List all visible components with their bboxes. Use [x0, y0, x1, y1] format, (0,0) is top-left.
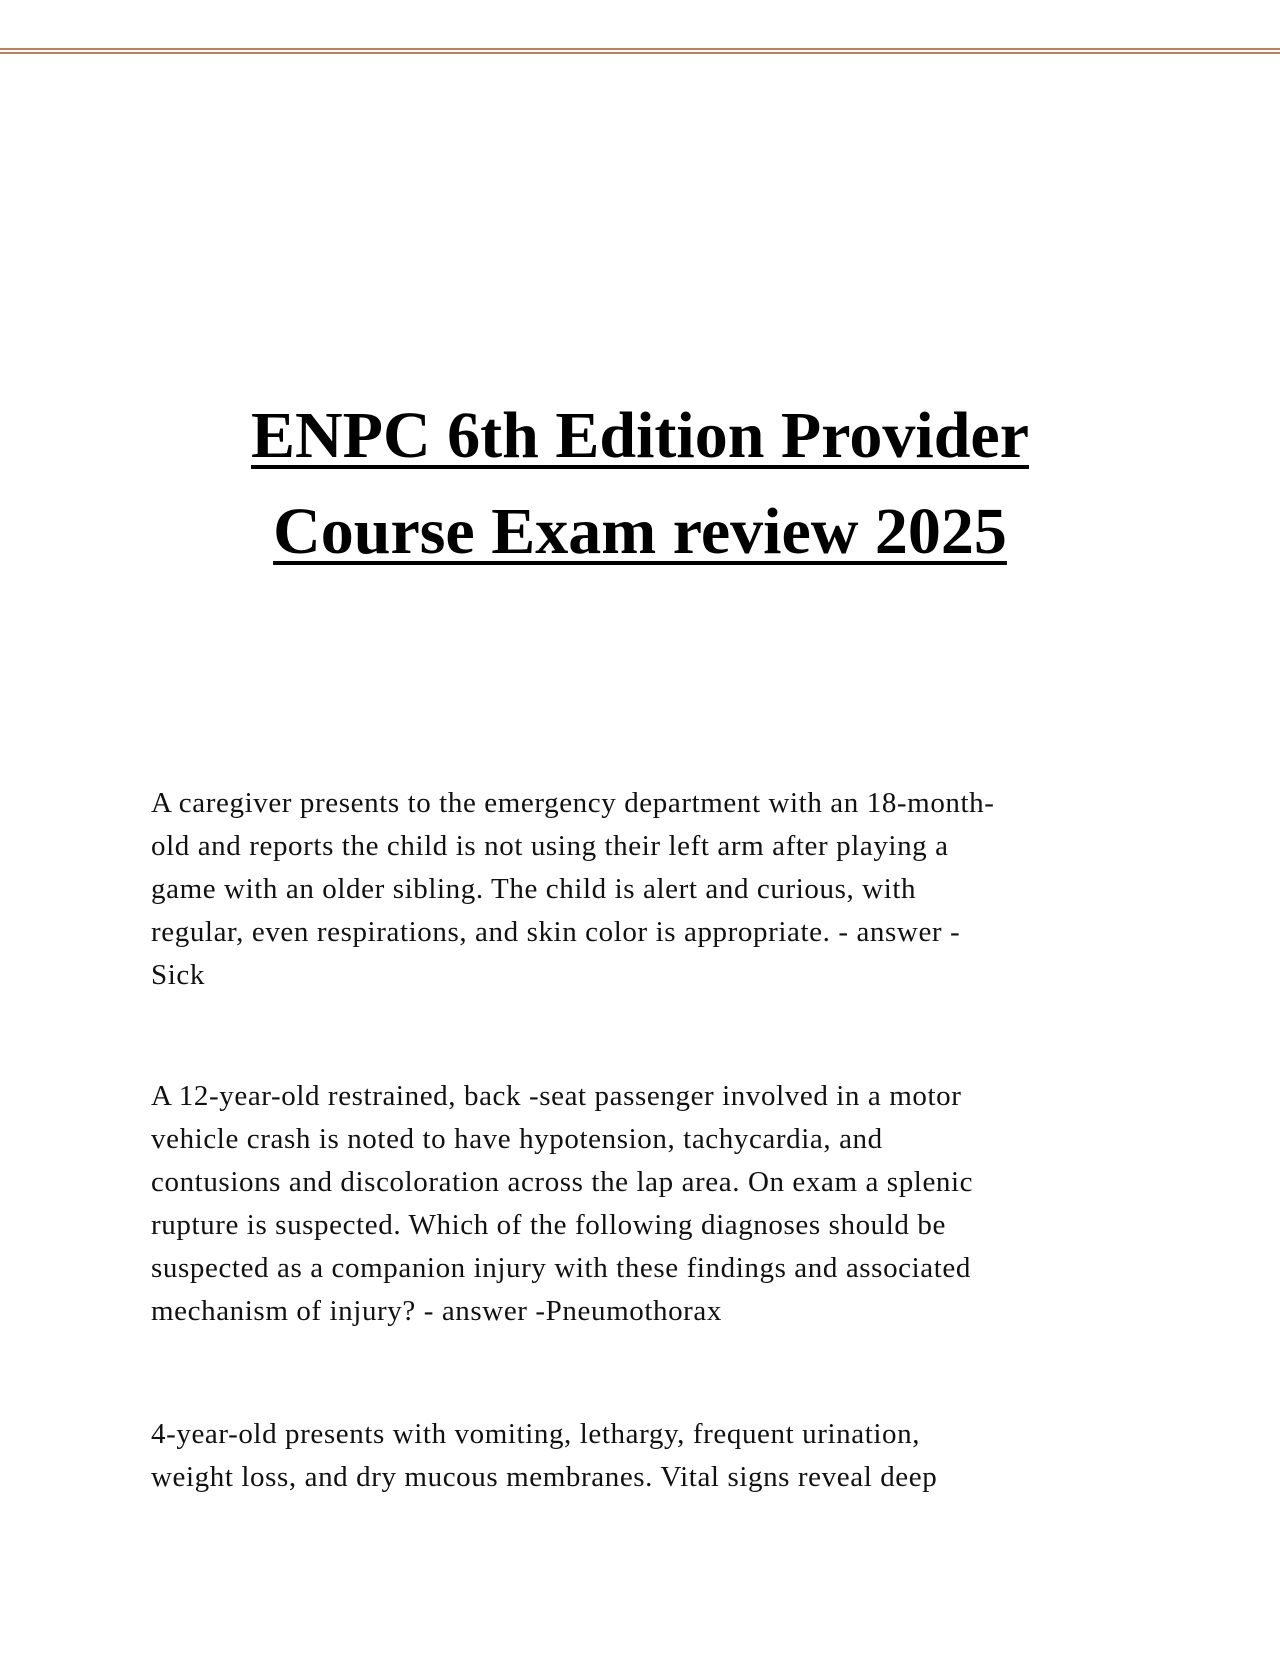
question-1-line-3: game with an older sibling. The child is alert and curious, with: [151, 873, 917, 905]
question-item-2: [151, 1075, 1131, 1333]
question-1-line-1: A caregiver presents to the emergency department with an 18-month-: [151, 787, 995, 819]
question-1-line-5: Sick: [151, 959, 205, 991]
question-1-line-4: regular, even respirations, and skin color is appropriate. - answer -: [151, 916, 961, 948]
top-decorative-rule: [0, 48, 1280, 54]
title-line-1: ENPC 6th Edition Provider: [251, 399, 1029, 472]
page-title: [0, 388, 1280, 580]
question-2-line-3: contusions and discoloration across the lap area. On exam a splenic: [151, 1166, 974, 1198]
question-2-line-4: rupture is suspected. Which of the following diagnoses should be: [151, 1209, 946, 1241]
title-line-2: Course Exam review 2025: [273, 495, 1007, 568]
question-2-line-5: suspected as a companion injury with these findings and associated: [151, 1252, 971, 1284]
question-3-line-1: 4-year-old presents with vomiting, lethargy, frequent urination,: [151, 1418, 921, 1450]
question-item-1: [151, 782, 1131, 997]
question-2-line-6: mechanism of injury? - answer -Pneumothorax: [151, 1295, 723, 1327]
question-2-line-1: A 12-year-old restrained, back -seat passenger involved in a motor: [151, 1080, 962, 1112]
question-item-3: [151, 1413, 1131, 1499]
question-1-line-2: old and reports the child is not using their left arm after playing a: [151, 830, 949, 862]
question-3-line-2: weight loss, and dry mucous membranes. Vital signs reveal deep: [151, 1461, 938, 1493]
question-2-line-2: vehicle crash is noted to have hypotension, tachycardia, and: [151, 1123, 883, 1155]
